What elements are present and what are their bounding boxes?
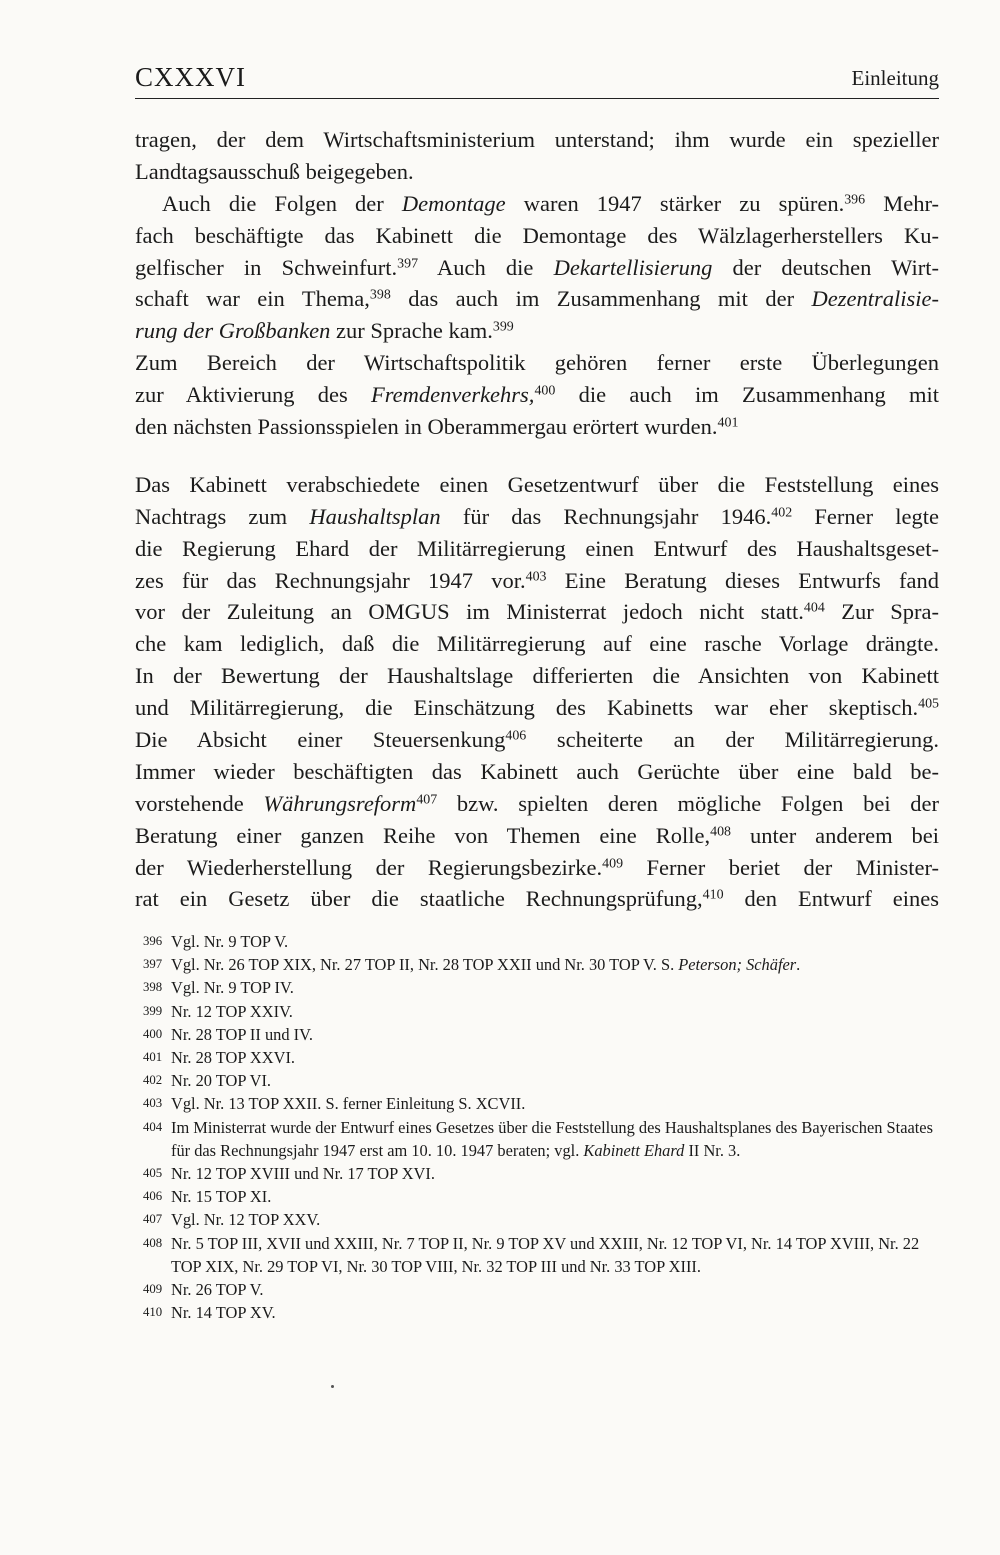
text-line: rung der Großbanken zur Sprache kam.$^{399}$ xyxy=(135,318,514,344)
footnote-ref[interactable]: 398 xyxy=(369,287,391,303)
footnote: 409 Nr. 26 TOP V. xyxy=(143,1280,264,1300)
text-line: zes für das Rechnungsjahr 1947 vor.$^{403}$ Eine Beratung dieses Entwurfs fand xyxy=(135,567,939,593)
footnote-ref[interactable]: 402 xyxy=(771,505,793,521)
text-line: Landtagsausschuß beigegeben. xyxy=(135,158,414,184)
text-line: vor der Zuleitung an OMGUS im Ministerrat jedoch nicht statt.$^{404}$ Zur Spra- xyxy=(135,599,939,625)
footnote-ref[interactable]: 400 xyxy=(534,383,556,399)
text-line: Immer wieder beschäftigten das Kabinett auch Gerüchte über eine bald be- xyxy=(135,758,939,784)
footnote: 407 Vgl. Nr. 12 TOP XXV. xyxy=(143,1210,321,1230)
footnote-ref[interactable]: 409 xyxy=(602,855,624,871)
footnotes xyxy=(143,930,943,1324)
text-line: che kam lediglich, daß die Militärregierung auf eine rasche Vorlage drängte. xyxy=(135,631,939,657)
text-line: schaft war ein Thema,$^{398}$ das auch im Zusammenhang mit der Dezentralisie- xyxy=(135,286,939,312)
text-line: Auch die Folgen der Demontage waren 1947 stärker zu spüren.$^{396}$ Mehr- xyxy=(162,190,939,216)
text-line: Nachtrags zum Haushaltsplan für das Rechnungsjahr 1946.$^{402}$ Ferner legte xyxy=(135,503,940,529)
footnote-ref[interactable]: 407 xyxy=(416,792,438,808)
footnote-ref[interactable]: 404 xyxy=(803,600,825,616)
footnote-ref[interactable]: 408 xyxy=(710,824,732,840)
footnote: 399 Nr. 12 TOP XXIV. xyxy=(143,1001,293,1021)
page-number: CXXXVI xyxy=(135,62,246,92)
footnote-ref[interactable]: 399 xyxy=(492,319,514,335)
text-line: die Regierung Ehard der Militärregierung einen Entwurf des Haushaltsgeset- xyxy=(135,535,939,561)
text-line: fach beschäftigte das Kabinett die Demontage des Wälzlagerherstellers Ku- xyxy=(135,222,939,248)
text-line: und Militärregierung, die Einschätzung des Kabinetts war eher skeptisch.$^{405}$ xyxy=(135,695,939,721)
text-line: tragen, der dem Wirtschaftsministerium unterstand; ihm wurde ein spezieller xyxy=(135,127,939,152)
footnote: 396 Vgl. Nr. 9 TOP V. xyxy=(143,932,289,951)
footnote-ref[interactable]: 403 xyxy=(525,568,547,584)
footnote: 398 Vgl. Nr. 9 TOP IV. xyxy=(143,978,294,998)
footnote: 397 Vgl. Nr. 26 TOP XIX, Nr. 27 TOP II, Nr. 28 TOP XXII und Nr. 30 TOP V. S. Peterson; Schäfer. xyxy=(143,955,801,975)
footnote-ref[interactable]: 405 xyxy=(918,696,939,712)
text-line: Die Absicht einer Steuersenkung$^{406}$ scheiterte an der Militärregierung. xyxy=(135,727,939,753)
ink-speck xyxy=(331,1385,334,1388)
footnote: 410 Nr. 14 TOP XV. xyxy=(143,1303,276,1323)
section-title: Einleitung xyxy=(851,66,939,90)
body-text xyxy=(135,124,939,915)
footnote-ref[interactable]: 397 xyxy=(397,255,419,271)
footnote: 403 Vgl. Nr. 13 TOP XXII. S. ferner Einleitung S. XCVII. xyxy=(143,1094,526,1114)
running-header xyxy=(135,62,939,99)
text-line: Zum Bereich der Wirtschaftspolitik gehören ferner erste Überlegungen xyxy=(135,350,939,376)
footnote: 405 Nr. 12 TOP XVIII und Nr. 17 TOP XVI. xyxy=(143,1164,435,1184)
footnote: 408 Nr. 5 TOP III, XVII und XXIII, Nr. 7 TOP II, Nr. 9 TOP XV und XXIII, Nr. 12 TOP VI, Nr. 14 TOP XVIII, Nr. 22 TOP XIX, Nr. 29 TOP VI, Nr. 30 TOP VIII, Nr. 32 TOP III und Nr. 33 TOP XIII. xyxy=(143,1233,920,1276)
footnote-ref[interactable]: 410 xyxy=(702,887,724,903)
text-line: Beratung einer ganzen Reihe von Themen eine Rolle,$^{408}$ unter anderem bei xyxy=(135,822,939,848)
text-line: gelfischer in Schweinfurt.$^{397}$ Auch die Dekartellisierung der deutschen Wirt- xyxy=(135,254,939,280)
footnote-ref[interactable]: 406 xyxy=(505,728,527,744)
text-line: vorstehende Währungsreform$^{407}$ bzw. spielten deren mögliche Folgen bei der xyxy=(135,790,939,816)
footnote: 406 Nr. 15 TOP XI. xyxy=(143,1187,272,1207)
footnote: 400 Nr. 28 TOP II und IV. xyxy=(143,1024,313,1044)
text-line: In der Bewertung der Haushaltslage differierten die Ansichten von Kabinett xyxy=(135,663,939,689)
text-line: rat ein Gesetz über die staatliche Rechnungsprüfung,$^{410}$ den Entwurf eines xyxy=(135,886,939,912)
text-line: zur Aktivierung des Fremdenverkehrs,$^{400}$ die auch im Zusammenhang mit xyxy=(135,382,939,408)
text-line: der Wiederherstellung der Regierungsbezirke.$^{409}$ Ferner beriet der Minister- xyxy=(135,854,939,880)
text-line: den nächsten Passionsspielen in Oberammergau erörtert wurden.$^{401}$ xyxy=(135,414,739,440)
text-line: Das Kabinett verabschiedete einen Gesetzentwurf über die Feststellung eines xyxy=(135,471,939,497)
footnote: 401 Nr. 28 TOP XXVI. xyxy=(143,1048,296,1068)
footnote-ref[interactable]: 401 xyxy=(717,415,739,431)
footnote: 402 Nr. 20 TOP VI. xyxy=(143,1071,272,1091)
footnote: 404 Im Ministerrat wurde der Entwurf eines Gesetzes über die Feststellung des Haushaltsplanes des Bayerischen Staates für das Rechnungsjahr 1947 erst am 10. 10. 1947 beraten; vgl. Kabinett Ehard II Nr. 3. xyxy=(143,1117,933,1160)
footnote-ref[interactable]: 396 xyxy=(844,192,866,208)
